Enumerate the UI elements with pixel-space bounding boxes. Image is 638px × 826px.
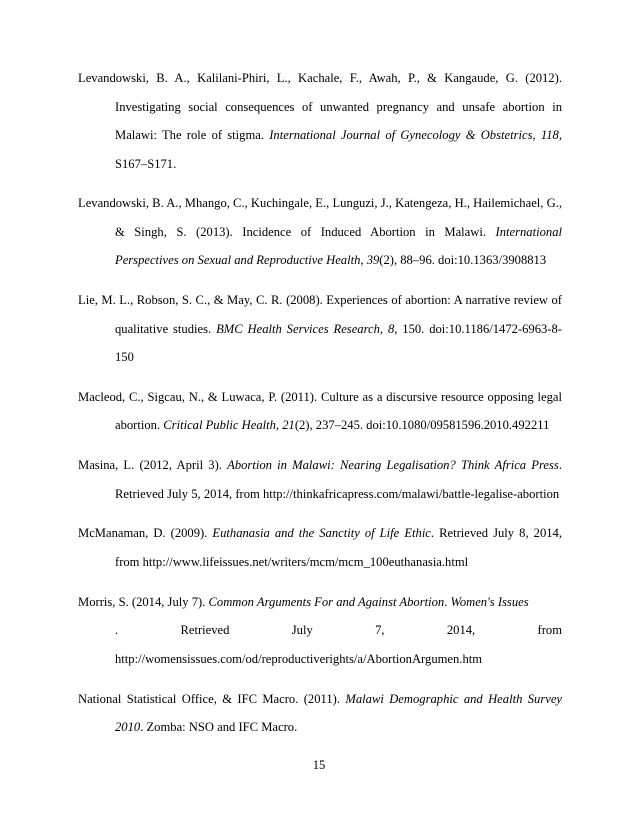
reference-publisher: . Zomba: NSO and IFC Macro. — [140, 720, 298, 735]
reference-title: Euthanasia and the Sanctity of Life Ethic — [212, 526, 431, 541]
reference-title: Abortion in Malawi: Nearing Legalisation? Think Africa Press — [227, 458, 559, 473]
reference-source: Women's Issues — [450, 594, 529, 609]
reference-entry: Levandowski, B. A., Mhango, C., Kuchingale, E., Lunguzi, J., Katengeza, H., Hailemichael, G., & Singh, S. (2013). Incidence of Induced Abortion in Malawi. International Perspectives on Sexual and Reproductive Health, 39(2), 88–96. doi:10.1363/3908813 — [78, 196, 562, 268]
reference-volume: 21 — [282, 418, 295, 433]
reference-authors: Morris, S. (2014, July 7). — [78, 594, 209, 609]
reference-authors-title: Macleod, C., Sigcau, N., & Luwaca, P. (2011). Culture as a discursive resource opposing legal abortion. — [78, 389, 562, 433]
reference-title: Malawi Demographic and Health Survey 2010 — [115, 691, 562, 735]
reference-entry: Macleod, C., Sigcau, N., & Luwaca, P. (2011). Culture as a discursive resource opposing legal abortion. Critical Public Health, 21(2), 237–245. doi:10.1080/09581596.2010.492211 — [78, 389, 562, 433]
reference-volume: 118 — [540, 128, 559, 142]
reference-journal: International Perspectives on Sexual and Reproductive Health — [115, 224, 562, 268]
reference-pages: (2), 237–245. doi:10.1080/09581596.2010.492211 — [294, 418, 550, 433]
reference-retrieval: . Retrieved July 5, 2014, from http://thinkafricapress.com/malawi/battle-legalise-abortion — [115, 458, 562, 501]
reference-journal: International Journal of Gynecology & Obstetrics — [269, 128, 533, 142]
reference-journal: BMC Health Services Research — [216, 321, 380, 336]
reference-authors: McManaman, D. (2009). — [78, 526, 213, 541]
reference-authors-title: Lie, M. L., Robson, S. C., & May, C. R. (2008). Experiences of abortion: A narrative review of qualitative studies. — [78, 293, 562, 336]
reference-pages: (2), 88–96. doi:10.1363/3908813 — [379, 253, 547, 268]
page-number: 15 — [312, 758, 326, 772]
reference-journal: Critical Public Health — [163, 418, 276, 433]
reference-pages: , S167–S171. — [115, 128, 562, 171]
reference-entry — [78, 685, 562, 742]
reference-authors: National Statistical Office, & IFC Macro. (2011). — [78, 691, 346, 706]
reference-title: Common Arguments For and Against Abortion — [208, 594, 445, 609]
reference-authors-title: Levandowski, B. A., Kalilani-Phiri, L., Kachale, F., Awah, P., & Kangaude, G. (2012). Investigating social consequences of unwanted pregnancy and unsafe abortion in Malawi: The role of stigma. — [78, 71, 562, 142]
reference-entry: Levandowski, B. A., Kalilani-Phiri, L., Kachale, F., Awah, P., & Kangaude, G. (2012). Investigating social consequences of unwanted pregnancy and unsafe abortion in Malawi: The role of stigma. International Journal of Gynecology & Obstetrics, 118, S167–S171. — [78, 71, 562, 171]
reference-volume: 39 — [366, 253, 380, 268]
reference-list — [78, 64, 562, 753]
reference-pages: , 150. doi:10.1186/1472-6963-8-150 — [115, 321, 563, 365]
reference-url: http://womensissues.com/od/reproductiverights/a/AbortionArgumen.htm — [115, 651, 483, 666]
reference-entry — [78, 519, 562, 576]
reference-volume: 8 — [387, 321, 395, 336]
reference-authors: Masina, L. (2012, April 3). — [78, 458, 228, 473]
reference-retrieval: . Retrieved July 7, 2014, from — [115, 623, 562, 638]
reference-entry — [78, 451, 562, 508]
reference-entry: Lie, M. L., Robson, S. C., & May, C. R. (2008). Experiences of abortion: A narrative review of qualitative studies. BMC Health Services Research, 8, 150. doi:10.1186/1472-6963-8-150 — [78, 293, 563, 365]
reference-retrieval: . Retrieved July 8, 2014, from http://www.lifeissues.net/writers/mcm/mcm_100euthanasia.html — [115, 526, 562, 569]
reference-entry: Morris, S. (2014, July 7). Common Arguments For and Against Abortion. Women's Issues . Retrieved July 7, 2014, from http://womensissues.com/od/reproductiverights/a/AbortionArgumen.htm — [78, 594, 562, 666]
reference-authors-title: Levandowski, B. A., Mhango, C., Kuchingale, E., Lunguzi, J., Katengeza, H., Hailemichael, G., & Singh, S. (2013). Incidence of Induced Abortion in Malawi. — [78, 196, 562, 239]
